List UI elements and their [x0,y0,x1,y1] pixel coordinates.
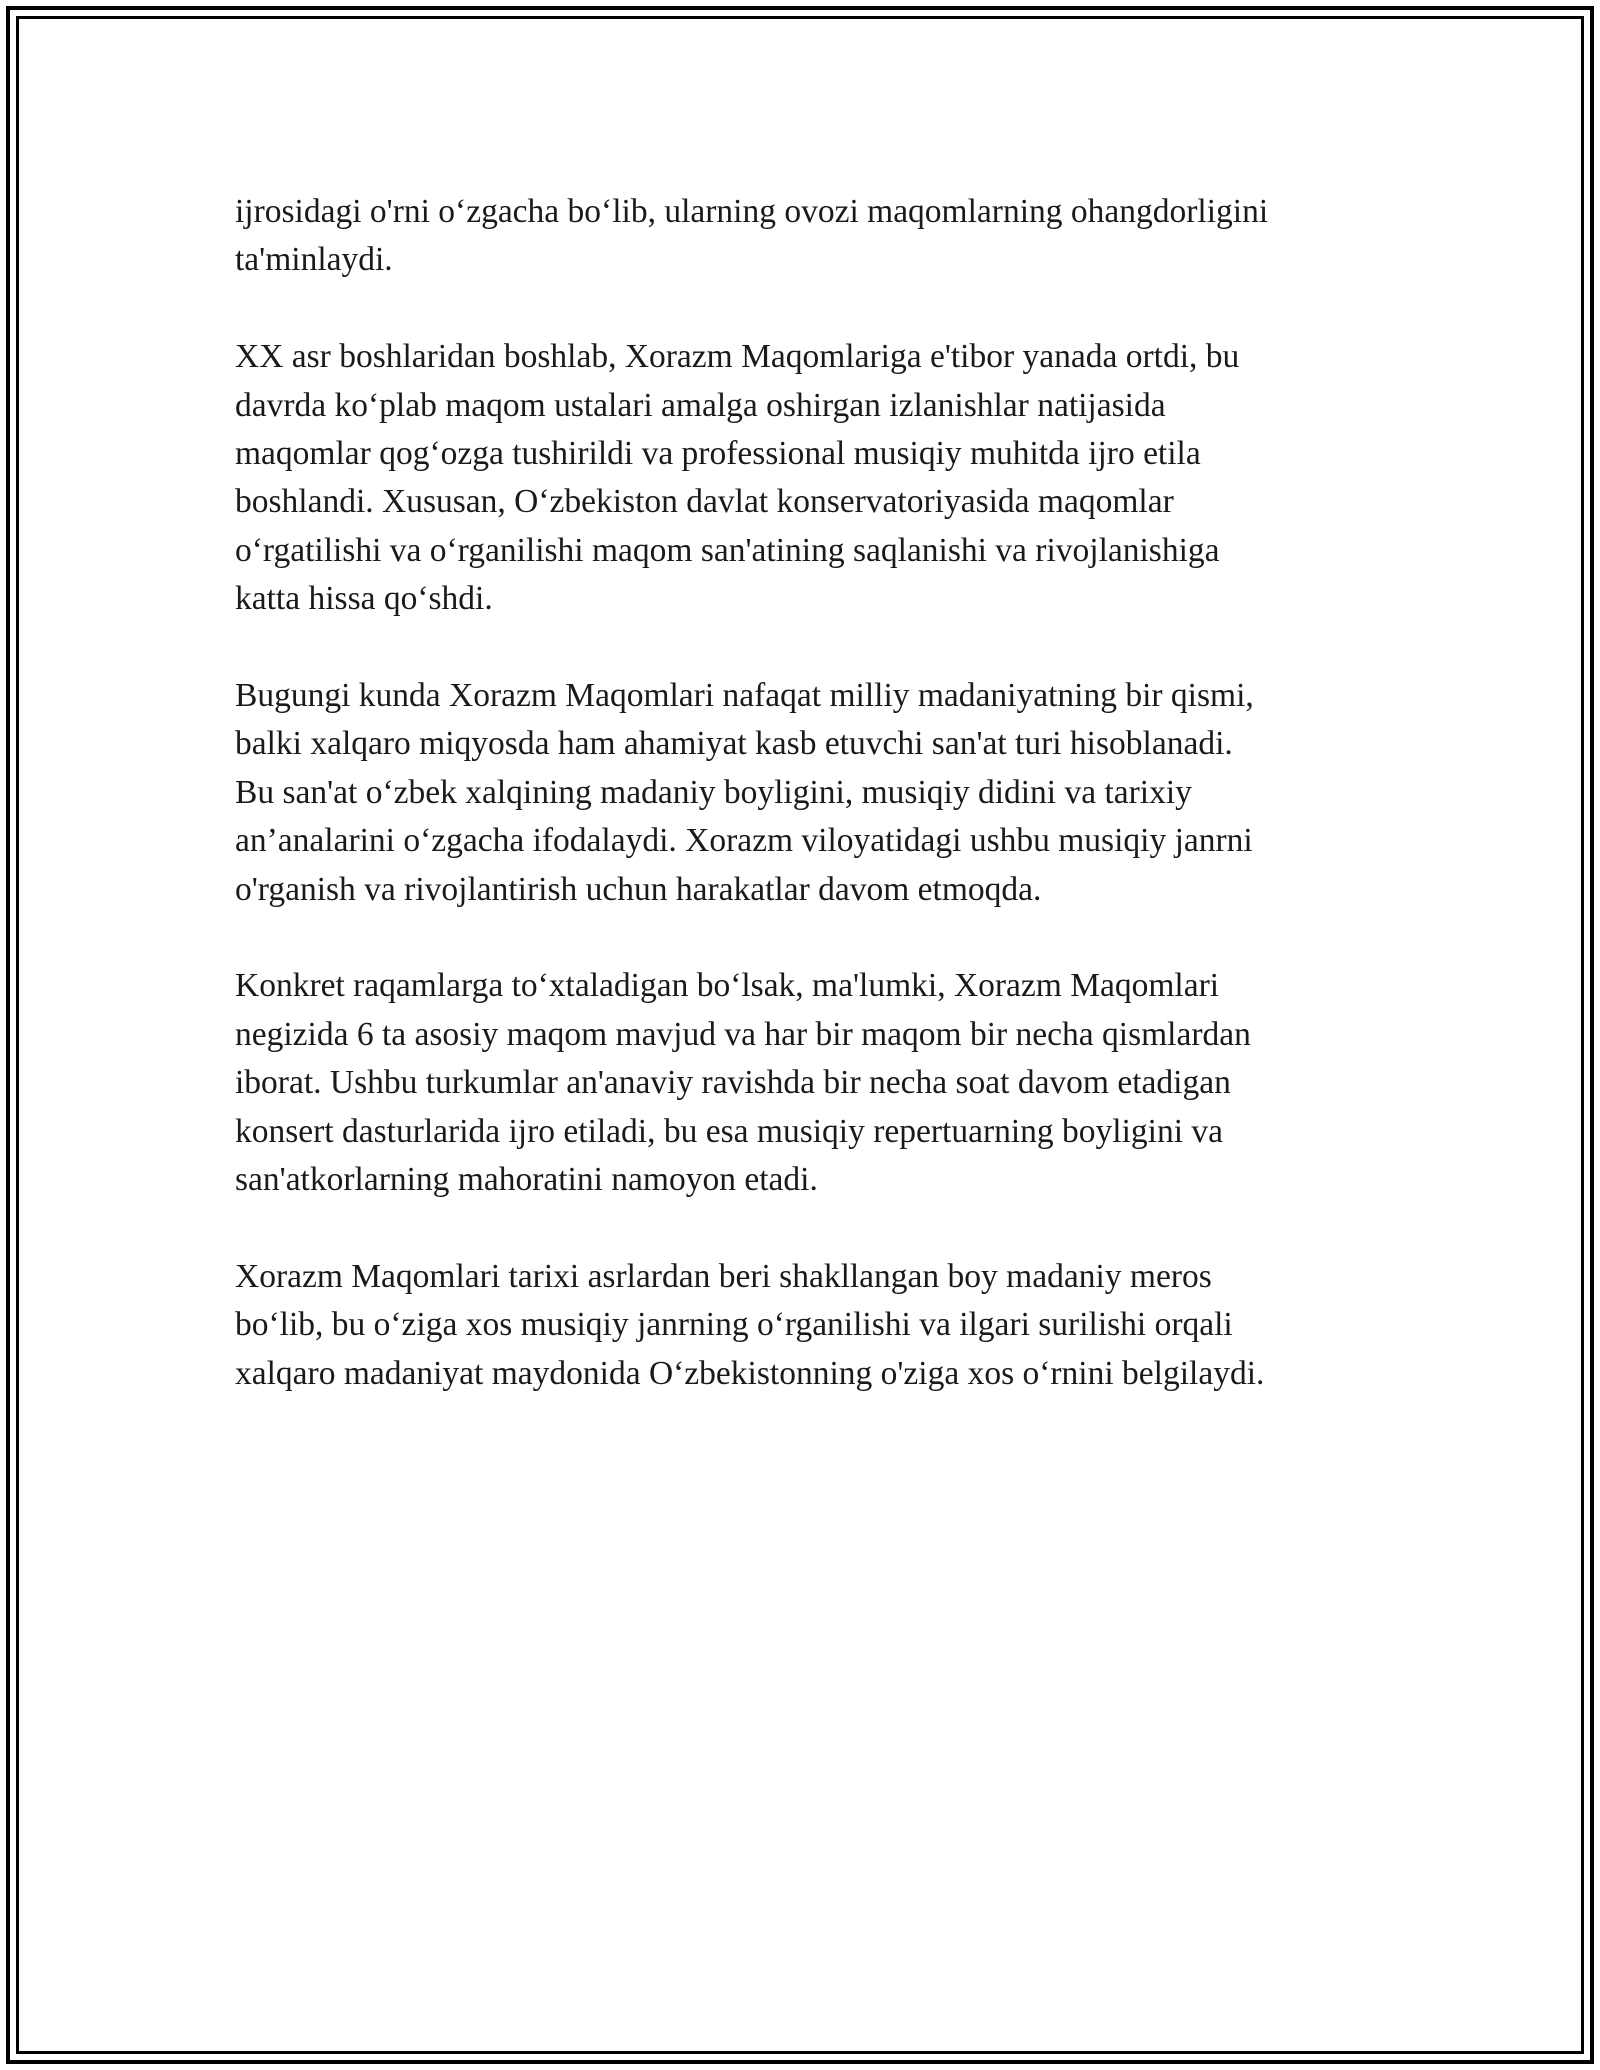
text-line: Bugungi kunda Xorazm Maqomlari nafaqat milliy madaniyatning bir qismi, [235,677,1254,715]
text-line: davrda ko‘plab maqom ustalari amalga oshirgan izlanishlar natijasida [235,386,1166,424]
text-line: balki xalqaro miqyosda ham ahamiyat kasb etuvchi san'at turi hisoblanadi. [235,725,1233,763]
paragraph-5 [235,1253,1385,1398]
text-line: o‘rgatilishi va o‘rganilishi maqom san'atining saqlanishi va rivojlanishiga [235,531,1220,569]
text-line: an’analarini o‘zgacha ifodalaydi. Xorazm viloyatidagi ushbu musiqiy janrni [235,822,1253,860]
text-line: ijrosidagi o'rni o‘zgacha bo‘lib, ularning ovozi maqomlarning ohangdorligini [235,193,1269,230]
text-line: bo‘lib, bu o‘ziga xos musiqiy janrning o‘rganilishi va ilgari surilishi orqali [235,1306,1233,1344]
text-line: san'atkorlarning mahoratini namoyon etadi. [235,1161,818,1199]
text-line: ta'minlaydi. [235,241,393,279]
text-line: maqomlar qog‘ozga tushirildi va professional musiqiy muhitda ijro etila [235,435,1201,473]
text-line: boshlandi. Xususan, O‘zbekiston davlat konservatoriyasida maqomlar [235,483,1174,521]
text-line: iborat. Ushbu turkumlar an'anaviy ravishda bir necha soat davom etadigan [235,1064,1231,1102]
paragraph-4 [235,962,1385,1204]
text-line: Konkret raqamlarga to‘xtaladigan bo‘lsak, ma'lumki, Xorazm Maqomlari [235,967,1220,1005]
text-line: Bu san'at o‘zbek xalqining madaniy boyligini, musiqiy didini va tarixiy [235,773,1192,811]
text-line: xalqaro madaniyat maydonida O‘zbekistonning o'ziga xos o‘rnini belgilaydi. [235,1354,1265,1392]
text-line: XX asr boshlaridan boshlab, Xorazm Maqomlariga e'tibor yanada ortdi, bu [235,338,1240,376]
document-body [235,188,1385,1446]
paragraph-1 [235,188,1385,285]
text-line: o'rganish va rivojlantirish uchun harakatlar davom etmoqda. [235,870,1042,908]
text-line: katta hissa qo‘shdi. [235,580,493,618]
text-line: Xorazm Maqomlari tarixi asrlardan beri shakllangan boy madaniy meros [235,1257,1212,1295]
text-line: negizida 6 ta asosiy maqom mavjud va har bir maqom bir necha qismlardan [235,1015,1251,1053]
text-line: konsert dasturlarida ijro etiladi, bu esa musiqiy repertuarning boyligini va [235,1112,1224,1150]
paragraph-3 [235,672,1385,914]
paragraph-2 [235,333,1385,623]
